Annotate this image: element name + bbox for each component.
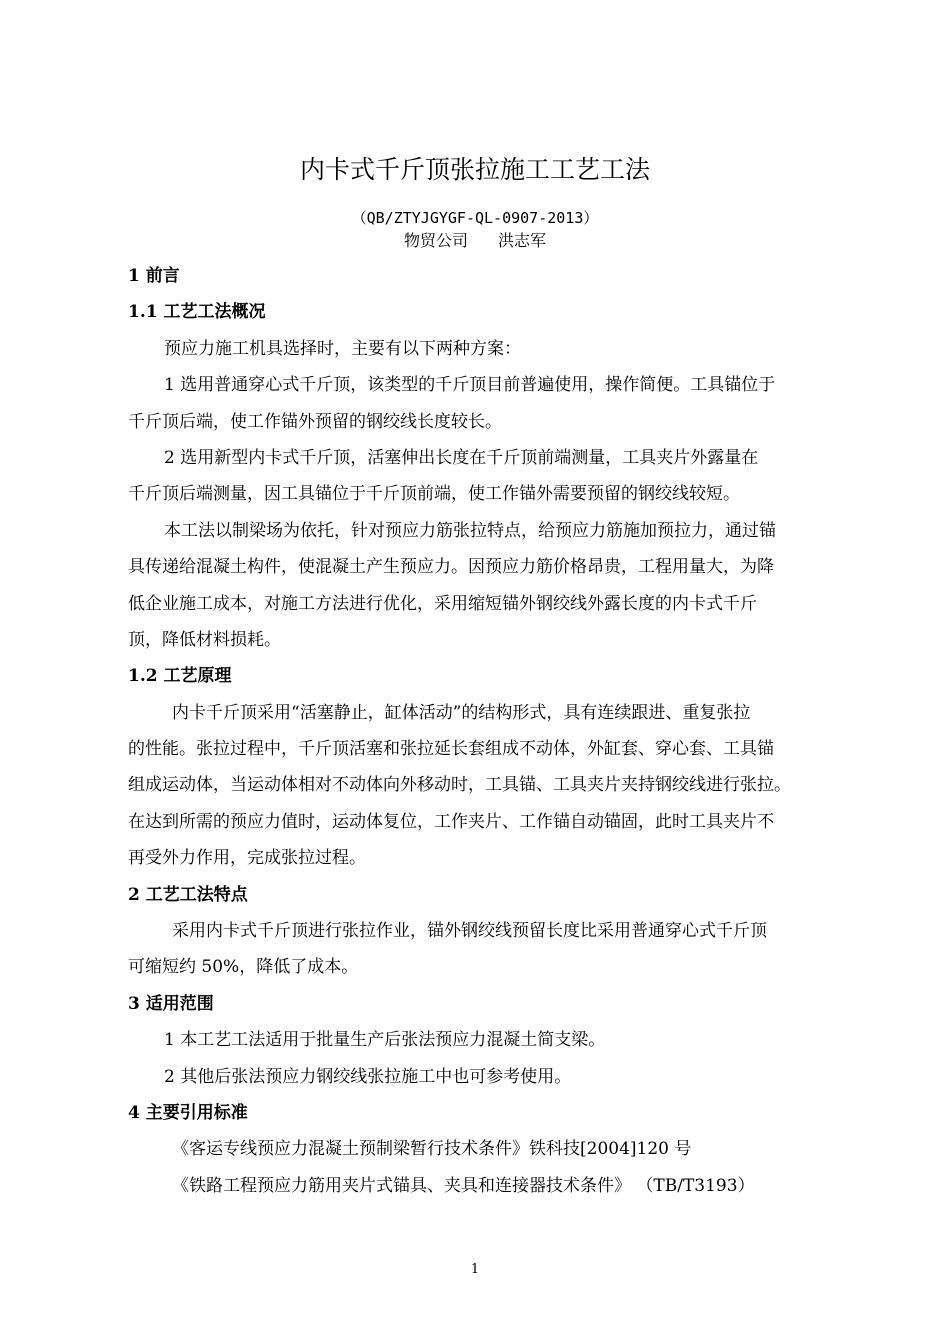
paragraph-line: 具传递给混凝土构件，使混凝土产生预应力。因预应力筋价格昂贵，工程用量大，为降 [128, 557, 774, 578]
paragraph-line: 2 其他后张法预应力钢绞线张拉施工中也可参考使用。 [164, 1066, 572, 1087]
paragraph-line: 低企业施工成本，对施工方法进行优化，采用缩短锚外钢绞线外露长度的内卡式千斤 [128, 593, 757, 614]
paragraph-line: 千斤顶后端测量，因工具锚位于千斤顶前端，使工作锚外需要预留的钢绞线较短。 [128, 484, 740, 505]
paragraph-line: 2 选用新型内卡式千斤顶，活塞伸出长度在千斤顶前端测量，工具夹片外露量在 [164, 447, 759, 468]
paragraph-line: 《铁路工程预应力筋用夹片式锚具、夹具和连接器技术条件》 （TB/T3193） [172, 1175, 755, 1196]
section-heading: 1.1 工艺工法概况 [128, 302, 266, 323]
section-heading: 2 工艺工法特点 [128, 884, 248, 905]
author-org: 物贸公司 [403, 231, 468, 250]
section-heading: 1.2 工艺原理 [128, 666, 232, 687]
standard-code: （QB/ZTYJGYGF-QL-0907-2013） [351, 209, 599, 227]
paragraph-line: 顶，降低材料损耗。 [128, 629, 281, 650]
paragraph-line: 组成运动体，当运动体相对不动体向外移动时，工具锚、工具夹片夹持钢绞线进行张拉。 [128, 775, 791, 796]
paragraph-line: 内卡千斤顶采用“活塞静止，缸体活动”的结构形式，具有连续跟进、重复张拉 [172, 702, 751, 723]
document-title: 内卡式千斤顶张拉施工工艺工法 [299, 155, 650, 184]
section-heading: 4 主要引用标准 [128, 1102, 248, 1123]
paragraph-line: 1 本工艺工法适用于批量生产后张法预应力混凝土简支梁。 [164, 1030, 606, 1051]
page-number: 1 [470, 1262, 480, 1277]
document-body [128, 258, 836, 1204]
paragraph-line: 在达到所需的预应力值时，运动体复位，工作夹片、工作锚自动锚固，此时工具夹片不 [128, 811, 774, 832]
author-line [0, 228, 950, 251]
author-name: 洪志军 [498, 231, 547, 250]
paragraph-line: 千斤顶后端，使工作锚外预留的钢绞线长度较长。 [128, 411, 502, 432]
paragraph-line: 1 选用普通穿心式千斤顶，该类型的千斤顶目前普遍使用，操作简便。工具锚位于 [164, 375, 776, 396]
section-heading: 3 适用范围 [128, 993, 214, 1014]
paragraph-line: 预应力施工机具选择时，主要有以下两种方案： [164, 338, 521, 359]
paragraph-line: 再受外力作用，完成张拉过程。 [128, 848, 366, 869]
paragraph-line: 本工法以制梁场为依托，针对预应力筋张拉特点，给预应力筋施加预拉力，通过锚 [164, 520, 776, 541]
section-heading: 1 前言 [128, 266, 180, 286]
paragraph-line: 采用内卡式千斤顶进行张拉作业，锚外钢绞线预留长度比采用普通穿心式千斤顶 [172, 921, 767, 942]
paragraph-line: 可缩短约 50%，降低了成本。 [128, 957, 359, 978]
paragraph-line: 《客运专线预应力混凝土预制梁暂行技术条件》铁科技[2004]120 号 [172, 1139, 692, 1160]
paragraph-line: 的性能。张拉过程中，千斤顶活塞和张拉延长套组成不动体，外缸套、穿心套、工具锚 [128, 739, 774, 760]
